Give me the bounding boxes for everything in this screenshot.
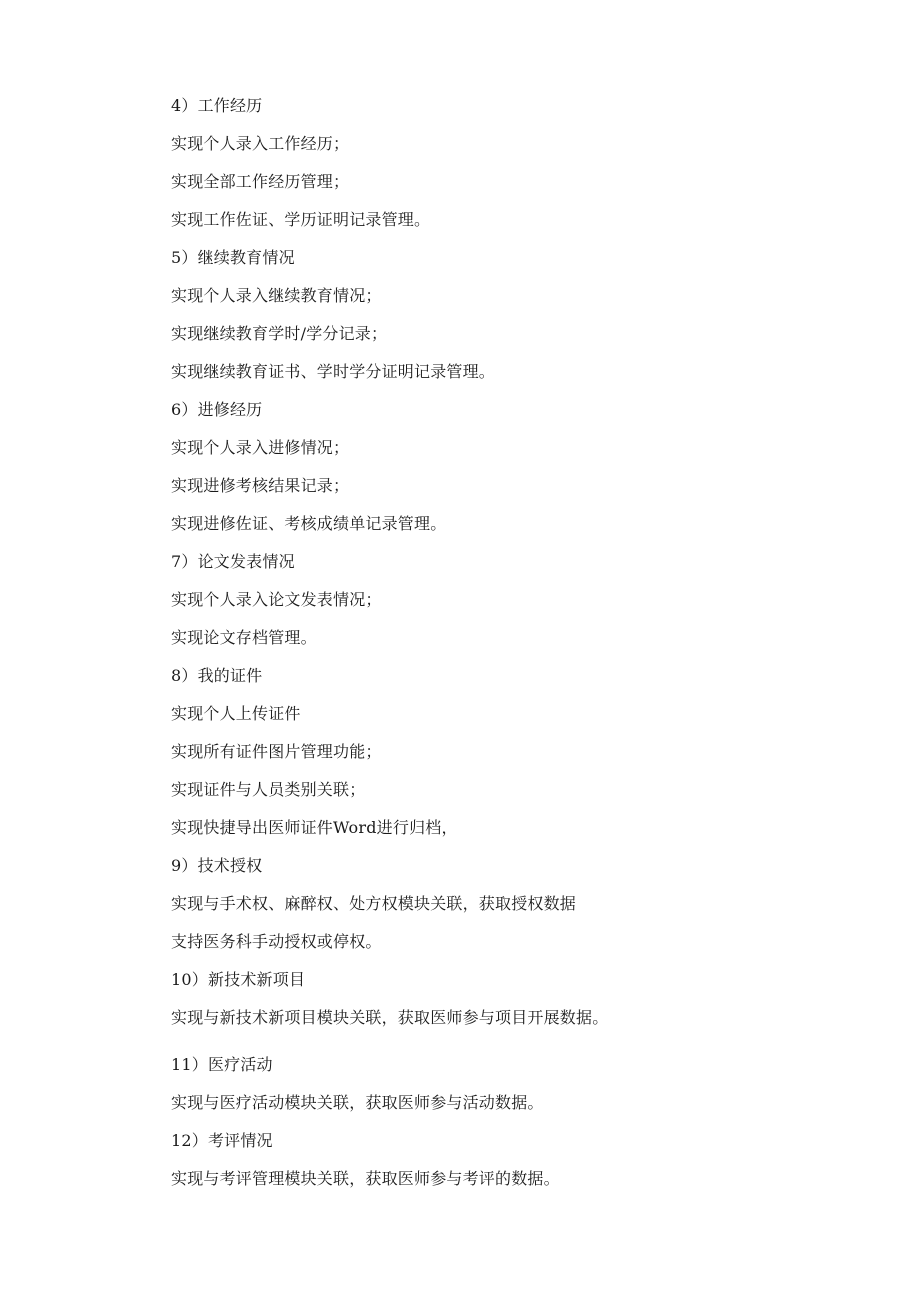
list-item: 实现全部工作经历管理；	[171, 172, 350, 191]
section-heading: 4）工作经历	[171, 96, 263, 115]
list-item: 支持医务科手动授权或停权。	[171, 932, 382, 951]
section-heading: 12）考评情况	[171, 1131, 273, 1150]
list-item: 实现所有证件图片管理功能；	[171, 742, 382, 761]
list-item: 实现个人录入论文发表情况；	[171, 590, 382, 609]
section-heading: 5）继续教育情况	[171, 248, 295, 267]
section-heading: 9）技术授权	[171, 856, 263, 875]
list-item: 实现论文存档管理。	[171, 628, 317, 647]
list-item: 实现个人录入继续教育情况；	[171, 286, 382, 305]
list-item: 实现进修佐证、考核成绩单记录管理。	[171, 514, 447, 533]
section-heading: 10）新技术新项目	[171, 970, 306, 989]
list-item: 实现工作佐证、学历证明记录管理。	[171, 210, 431, 229]
list-item: 实现快捷导出医师证件Word进行归档，	[171, 818, 458, 837]
list-item: 实现个人录入工作经历；	[171, 134, 350, 153]
list-item: 实现进修考核结果记录；	[171, 476, 350, 495]
list-item: 实现与手术权、麻醉权、处方权模块关联，获取授权数据	[171, 894, 577, 913]
list-item: 实现与考评管理模块关联，获取医师参与考评的数据。	[171, 1169, 560, 1188]
section-heading: 11）医疗活动	[171, 1055, 273, 1074]
section-heading: 7）论文发表情况	[171, 552, 295, 571]
document-body	[171, 90, 851, 1201]
list-item: 实现继续教育证书、学时学分证明记录管理。	[171, 362, 496, 381]
list-item: 实现个人录入进修情况；	[171, 438, 350, 457]
section-heading: 8）我的证件	[171, 666, 263, 685]
list-item: 实现继续教育学时/学分记录；	[171, 324, 388, 343]
list-item: 实现个人上传证件	[171, 704, 301, 723]
section-heading: 6）进修经历	[171, 400, 263, 419]
list-item: 实现与新技术新项目模块关联，获取医师参与项目开展数据。	[171, 1008, 609, 1027]
list-item: 实现与医疗活动模块关联，获取医师参与活动数据。	[171, 1093, 544, 1112]
list-item: 实现证件与人员类别关联；	[171, 780, 366, 799]
